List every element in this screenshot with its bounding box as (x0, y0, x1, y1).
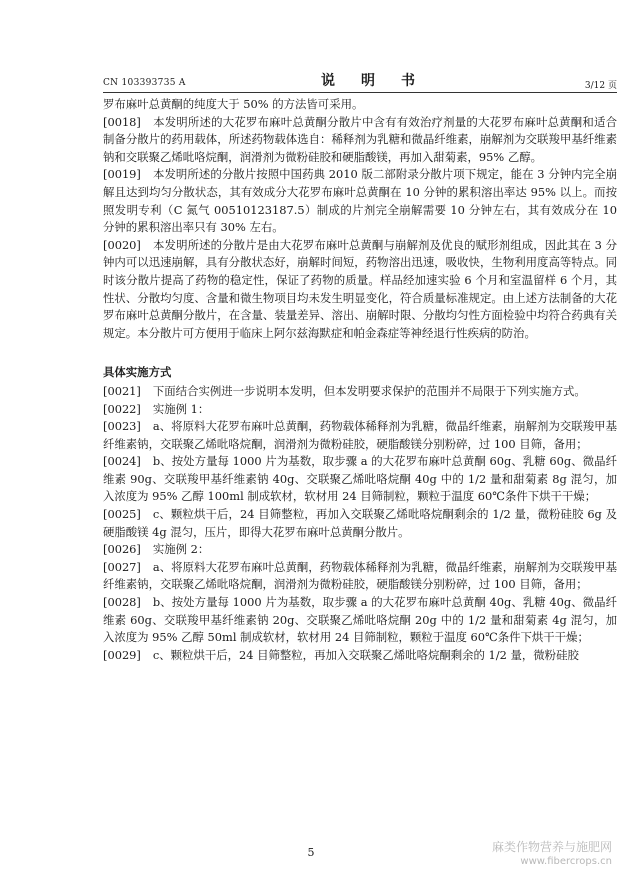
paragraph-number: [0018] (103, 114, 141, 129)
paragraph-text: b、按处方量每 1000 片为基数，取步骤 a 的大花罗布麻叶总黄酮 60g、乳糖 60g、微晶纤维素 90g、交联羧甲基纤维素钠 40g、交联聚乙烯吡咯烷酮 40g 中的 1/2 量和甜菊素 8g 混匀，加入浓度为 95% 乙醇 100ml 制成软材，软材用 24 目筛制粒，颗粒于温度 60℃条件下烘干干燥； (103, 454, 617, 504)
paragraph-text: c、颗粒烘干后，24 目筛整粒，再加入交联聚乙烯吡咯烷酮剩余的 1/2 量，微粉硅胶 6g 及硬脂酸镁 4g 混匀，压片，即得大花罗布麻叶总黄酮分散片。 (103, 507, 617, 539)
paragraph-0024 (103, 453, 617, 506)
paragraph-0018 (103, 114, 617, 167)
paragraph-0020 (103, 237, 617, 343)
paragraph-text: 实施例 2： (152, 542, 210, 557)
paragraph-0028 (103, 594, 617, 647)
paragraph-0027 (103, 559, 617, 594)
patent-number: CN 103393735 A (103, 78, 186, 88)
paragraph-text: 实施例 1： (152, 401, 210, 416)
paragraph-number: [0029] (103, 647, 141, 662)
paragraph-number: [0026] (103, 542, 141, 557)
paragraph-text: b、按处方量每 1000 片为基数，取步骤 a 的大花罗布麻叶总黄酮 40g、乳糖 40g、微晶纤维素 60g、交联羧甲基纤维素钠 20g、交联聚乙烯吡咯烷酮 20g 中的 1/2 量和甜菊素 4g 混匀，加入浓度为 95% 乙醇 50ml 制成软材，软材用 24 目筛制粒，颗粒于温度 60℃条件下烘干干燥； (103, 595, 617, 645)
header-divider (103, 92, 617, 93)
paragraph-number: [0021] (103, 383, 141, 398)
paragraph-0021 (103, 383, 617, 401)
section-spacer (103, 342, 617, 364)
paragraph-number: [0023] (103, 419, 141, 434)
paragraph-number: [0025] (103, 507, 141, 522)
paragraph-text: 本发明所述的大花罗布麻叶总黄酮分散片中含有有效治疗剂量的大花罗布麻叶总黄酮和适合制备分散片的药用载体，所述药物载体选自：稀释剂为乳糖和微晶纤维素，崩解剂为交联羧甲基纤维素钠和交联聚乙烯吡咯烷酮，润滑剂为微粉硅胶和硬脂酸镁，再加入甜菊素，95% 乙醇。 (103, 114, 617, 164)
page-header (103, 68, 617, 90)
watermark-url: www.fibercrops.cn (520, 856, 612, 867)
paragraph-number: [0028] (103, 595, 141, 610)
page-number: 5 (307, 846, 315, 859)
watermark-site-name: 麻类作物营养与施肥网 (491, 840, 612, 854)
paragraph-continuation (103, 96, 617, 114)
site-watermark (482, 840, 612, 869)
document-body (103, 96, 617, 664)
paragraph-0023 (103, 418, 617, 453)
section-heading: 具体实施方式 (103, 365, 172, 380)
paragraph-text: a、将原料大花罗布麻叶总黄酮，药物载体稀释剂为乳糖，微晶纤维素，崩解剂为交联羧甲基纤维素钠，交联聚乙烯吡咯烷酮，润滑剂为微粉硅胶，硬脂酸镁分别粉碎，过 100 目筛，备用； (103, 559, 617, 592)
paragraph-text: 罗布麻叶总黄酮的纯度大于 50% 的方法皆可采用。 (103, 97, 364, 111)
document-title: 说 明 书 (321, 73, 421, 89)
paragraph-number: [0019] (103, 167, 141, 182)
paragraph-0026 (103, 541, 617, 559)
paragraph-text: 本发明所述的分散片按照中国药典 2010 版二部附录分散片项下规定，能在 3 分钟内完全崩解且达到均匀分散状态，其有效成分大花罗布麻叶总黄酮在 10 分钟的累积溶出率达 95% 以上。而按照发明专利（C 氮气 00510123187.5）制成的片剂完全崩解需要 10 分钟左右，其有效成分在 10 分钟的累积溶出率只有 30% 左右。 (103, 167, 617, 235)
paragraph-text: 本发明所述的分散片是由大花罗布麻叶总黄酮与崩解剂及优良的赋形剂组成，因此其在 3 分钟内可以迅速崩解，具有分散状态好，崩解时间短，药物溶出迅速，吸收快，生物利用度高等特点。同时该分散片提高了药物的稳定性，保证了药物的质量。样品经加速实验 6 个月和室温留样 6 个月，其性状、分散均匀度、含量和微生物项目均未发生明显变化，符合质量标准规定。由上述方法制备的大花罗布麻叶总黄酮分散片，在含量、装量差异、溶出、崩解时限、分散均匀性方面检验中均符合药典有关规定。本分散片可方便用于临床上阿尔兹海默症和帕金森症等神经退行性疾病的防治。 (103, 237, 617, 340)
paragraph-number: [0027] (103, 559, 141, 574)
paragraph-text: c、颗粒烘干后，24 目筛整粒，再加入交联聚乙烯吡咯烷酮剩余的 1/2 量，微粉硅胶 (152, 647, 579, 662)
paragraph-text: 下面结合实例进一步说明本发明，但本发明要求保护的范围并不局限于下列实施方式。 (152, 383, 586, 398)
paragraph-text: a、将原料大花罗布麻叶总黄酮，药物载体稀释剂为乳糖，微晶纤维素，崩解剂为交联羧甲基纤维素钠，交联聚乙烯吡咯烷酮，润滑剂为微粉硅胶，硬脂酸镁分别粉碎，过 100 目筛，备用； (103, 419, 617, 451)
paragraph-number: [0024] (103, 454, 141, 469)
paragraph-number: [0022] (103, 401, 141, 416)
paragraph-0019 (103, 166, 617, 236)
paragraph-0025 (103, 506, 617, 541)
paragraph-0029 (103, 647, 617, 665)
page-reference: 3/12 页 (584, 81, 617, 91)
paragraph-number: [0020] (103, 237, 141, 252)
paragraph-0022 (103, 401, 617, 419)
